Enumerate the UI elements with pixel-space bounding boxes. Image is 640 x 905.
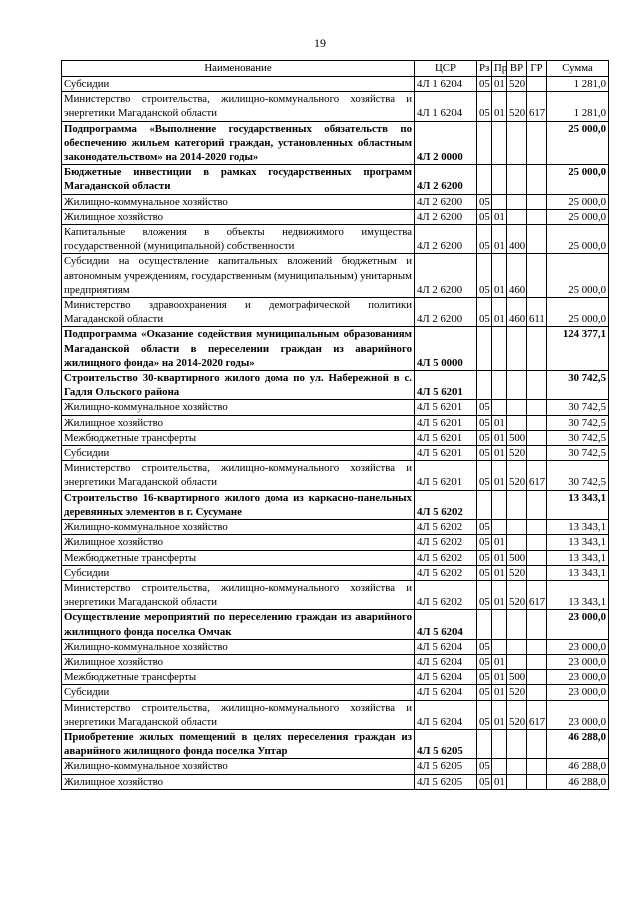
cell-pr: 01 [492,298,507,327]
cell-sum: 46 288,0 [547,759,609,774]
cell-vr [507,415,527,430]
cell-vr [507,209,527,224]
cell-csr: 4Л 5 6204 [415,700,477,729]
cell-name: Строительство 16-квартирного жилого дома из каркасно-панельных деревянных элементов в г. Сусумане [62,490,415,519]
table-row [62,430,609,445]
cell-sum: 13 343,1 [547,580,609,609]
cell-vr [507,729,527,758]
cell-vr [507,327,527,371]
cell-sum: 13 343,1 [547,490,609,519]
cell-sum: 30 742,5 [547,371,609,400]
cell-vr: 460 [507,298,527,327]
cell-vr: 520 [507,461,527,490]
cell-csr: 4Л 5 6202 [415,490,477,519]
cell-csr: 4Л 1 6204 [415,92,477,121]
cell-sum: 30 742,5 [547,415,609,430]
header-rz: Рз [477,61,492,77]
cell-pr: 01 [492,565,507,580]
cell-sum: 46 288,0 [547,774,609,789]
cell-name: Жилищно-коммунальное хозяйство [62,520,415,535]
cell-gr [527,415,547,430]
table-row [62,327,609,371]
cell-gr [527,400,547,415]
cell-vr: 520 [507,565,527,580]
cell-pr: 01 [492,430,507,445]
table-body [62,77,609,790]
page-number: 19 [314,36,326,50]
cell-csr: 4Л 5 6204 [415,654,477,669]
cell-pr [492,371,507,400]
cell-rz: 05 [477,654,492,669]
cell-csr: 4Л 1 6204 [415,77,477,92]
cell-rz: 05 [477,225,492,254]
cell-rz: 05 [477,759,492,774]
cell-csr: 4Л 2 6200 [415,194,477,209]
cell-name: Подпрограмма «Выполнение государственных обязательств по обеспечению жильем категорий граждан, установленных областным законодательством» на 2014-2020 годы» [62,121,415,165]
cell-gr: 611 [527,298,547,327]
cell-name: Жилищное хозяйство [62,535,415,550]
cell-gr [527,520,547,535]
cell-gr [527,774,547,789]
cell-pr [492,121,507,165]
cell-pr: 01 [492,415,507,430]
cell-csr: 4Л 5 6201 [415,400,477,415]
cell-sum: 1 281,0 [547,92,609,121]
cell-gr [527,639,547,654]
header-pr: Пр [492,61,507,77]
cell-pr [492,165,507,194]
table-header-row [62,61,609,77]
cell-vr [507,774,527,789]
table-row [62,700,609,729]
cell-name: Межбюджетные трансферты [62,430,415,445]
cell-gr [527,254,547,298]
cell-pr: 01 [492,700,507,729]
cell-rz [477,490,492,519]
cell-gr [527,685,547,700]
cell-sum: 25 000,0 [547,225,609,254]
cell-rz: 05 [477,774,492,789]
cell-vr [507,654,527,669]
cell-gr [527,165,547,194]
cell-name: Жилищно-коммунальное хозяйство [62,639,415,654]
cell-name: Субсидии [62,446,415,461]
cell-gr [527,610,547,639]
cell-sum: 25 000,0 [547,121,609,165]
cell-rz: 05 [477,400,492,415]
cell-pr [492,490,507,519]
cell-csr: 4Л 2 0000 [415,121,477,165]
cell-rz [477,165,492,194]
cell-sum: 25 000,0 [547,254,609,298]
cell-rz: 05 [477,298,492,327]
cell-csr: 4Л 5 0000 [415,327,477,371]
table-row [62,580,609,609]
table-row [62,400,609,415]
cell-pr: 01 [492,774,507,789]
cell-pr: 01 [492,254,507,298]
cell-vr: 400 [507,225,527,254]
table-row [62,490,609,519]
cell-csr: 4Л 5 6204 [415,610,477,639]
cell-gr [527,565,547,580]
cell-gr: 617 [527,461,547,490]
cell-name: Жилищное хозяйство [62,209,415,224]
table-row [62,565,609,580]
cell-gr [527,670,547,685]
cell-pr [492,520,507,535]
cell-pr: 01 [492,535,507,550]
cell-sum: 30 742,5 [547,400,609,415]
cell-gr [527,729,547,758]
table-row [62,225,609,254]
cell-gr [527,446,547,461]
cell-pr: 01 [492,92,507,121]
cell-sum: 46 288,0 [547,729,609,758]
cell-name: Бюджетные инвестиции в рамках государственных программ Магаданской области [62,165,415,194]
cell-csr: 4Л 5 6205 [415,759,477,774]
table-row [62,520,609,535]
cell-csr: 4Л 5 6202 [415,535,477,550]
table-row [62,639,609,654]
cell-csr: 4Л 2 6200 [415,254,477,298]
table-row [62,535,609,550]
cell-pr [492,400,507,415]
cell-rz [477,121,492,165]
cell-gr [527,490,547,519]
cell-pr [492,729,507,758]
cell-rz [477,371,492,400]
cell-gr [527,535,547,550]
cell-name: Жилищно-коммунальное хозяйство [62,759,415,774]
cell-rz: 05 [477,430,492,445]
cell-gr [527,654,547,669]
cell-name: Министерство строительства, жилищно-коммунального хозяйства и энергетики Магаданской области [62,461,415,490]
cell-gr [527,209,547,224]
table-row [62,446,609,461]
cell-rz: 05 [477,685,492,700]
cell-vr [507,121,527,165]
cell-vr: 460 [507,254,527,298]
cell-gr [527,327,547,371]
cell-csr: 4Л 5 6202 [415,580,477,609]
cell-rz: 05 [477,639,492,654]
table-row [62,77,609,92]
cell-vr: 520 [507,580,527,609]
cell-csr: 4Л 5 6202 [415,550,477,565]
cell-vr [507,610,527,639]
cell-name: Осуществление мероприятий по переселению граждан из аварийного жилищного фонда поселка Омчак [62,610,415,639]
cell-sum: 13 343,1 [547,565,609,580]
cell-rz: 05 [477,446,492,461]
cell-gr [527,77,547,92]
cell-vr [507,194,527,209]
cell-vr: 500 [507,430,527,445]
cell-vr [507,165,527,194]
table-row [62,729,609,758]
cell-name: Жилищно-коммунальное хозяйство [62,400,415,415]
cell-rz [477,327,492,371]
cell-vr [507,520,527,535]
cell-csr: 4Л 5 6204 [415,670,477,685]
table-row [62,685,609,700]
cell-name: Межбюджетные трансферты [62,670,415,685]
table-row [62,550,609,565]
table-row [62,92,609,121]
cell-csr: 4Л 5 6204 [415,685,477,700]
cell-sum: 25 000,0 [547,165,609,194]
cell-gr [527,121,547,165]
cell-rz [477,610,492,639]
table-row [62,670,609,685]
cell-vr: 520 [507,92,527,121]
table-row [62,298,609,327]
cell-name: Жилищное хозяйство [62,774,415,789]
cell-rz: 05 [477,209,492,224]
cell-gr [527,759,547,774]
cell-sum: 23 000,0 [547,639,609,654]
cell-csr: 4Л 2 6200 [415,209,477,224]
cell-gr [527,371,547,400]
cell-name: Жилищно-коммунальное хозяйство [62,194,415,209]
cell-csr: 4Л 5 6201 [415,415,477,430]
cell-name: Министерство строительства, жилищно-коммунального хозяйства и энергетики Магаданской области [62,580,415,609]
cell-rz: 05 [477,77,492,92]
cell-sum: 23 000,0 [547,670,609,685]
table-row [62,415,609,430]
cell-gr [527,225,547,254]
table-row [62,165,609,194]
cell-pr: 01 [492,77,507,92]
cell-rz: 05 [477,92,492,121]
cell-rz: 05 [477,700,492,729]
cell-rz: 05 [477,520,492,535]
cell-rz: 05 [477,580,492,609]
cell-pr [492,610,507,639]
table-row [62,254,609,298]
cell-sum: 124 377,1 [547,327,609,371]
cell-name: Субсидии [62,685,415,700]
cell-sum: 30 742,5 [547,446,609,461]
cell-rz: 05 [477,565,492,580]
cell-gr: 617 [527,700,547,729]
cell-vr [507,490,527,519]
cell-vr: 520 [507,446,527,461]
cell-rz [477,729,492,758]
table-row [62,121,609,165]
cell-csr: 4Л 5 6202 [415,520,477,535]
header-sum: Сумма [547,61,609,77]
cell-sum: 23 000,0 [547,700,609,729]
cell-pr: 01 [492,225,507,254]
cell-sum: 13 343,1 [547,550,609,565]
cell-gr: 617 [527,580,547,609]
cell-vr [507,759,527,774]
cell-rz: 05 [477,194,492,209]
cell-vr: 500 [507,670,527,685]
cell-rz: 05 [477,535,492,550]
header-csr: ЦСР [415,61,477,77]
cell-name: Жилищное хозяйство [62,654,415,669]
table-row [62,774,609,789]
header-vr: ВР [507,61,527,77]
cell-csr: 4Л 5 6201 [415,446,477,461]
cell-name: Министерство здравоохранения и демографической политики Магаданской области [62,298,415,327]
cell-rz: 05 [477,461,492,490]
cell-pr: 01 [492,580,507,609]
header-name: Наименование [62,61,415,77]
cell-csr: 4Л 2 6200 [415,298,477,327]
cell-pr: 01 [492,654,507,669]
table-row [62,461,609,490]
cell-pr: 01 [492,550,507,565]
cell-csr: 4Л 5 6201 [415,371,477,400]
table-row [62,194,609,209]
cell-name: Министерство строительства, жилищно-коммунального хозяйства и энергетики Магаданской области [62,92,415,121]
cell-vr [507,535,527,550]
cell-csr: 4Л 5 6201 [415,461,477,490]
table-row [62,371,609,400]
cell-name: Субсидии на осуществление капитальных вложений бюджетным и автономным учреждениям, государственным (муниципальным) унитарным предприятиям [62,254,415,298]
cell-pr [492,327,507,371]
cell-sum: 23 000,0 [547,654,609,669]
cell-name: Министерство строительства, жилищно-коммунального хозяйства и энергетики Магаданской области [62,700,415,729]
cell-vr [507,639,527,654]
cell-sum: 25 000,0 [547,298,609,327]
cell-name: Строительство 30-квартирного жилого дома по ул. Набережной в с. Гадля Ольского района [62,371,415,400]
cell-csr: 4Л 2 6200 [415,225,477,254]
cell-rz: 05 [477,415,492,430]
cell-csr: 4Л 5 6202 [415,565,477,580]
cell-rz: 05 [477,670,492,685]
cell-pr: 01 [492,461,507,490]
cell-pr [492,639,507,654]
cell-gr [527,194,547,209]
cell-sum: 23 000,0 [547,685,609,700]
cell-sum: 13 343,1 [547,520,609,535]
cell-name: Капитальные вложения в объекты недвижимого имущества государственной (муниципальной) собственности [62,225,415,254]
header-gr: ГР [527,61,547,77]
table-row [62,610,609,639]
cell-gr [527,550,547,565]
cell-pr: 01 [492,446,507,461]
cell-gr [527,430,547,445]
cell-pr: 01 [492,209,507,224]
cell-rz: 05 [477,550,492,565]
budget-table [61,60,609,790]
cell-name: Приобретение жилых помещений в целях переселения граждан из аварийного жилищного фонда поселка Уптар [62,729,415,758]
cell-csr: 4Л 5 6205 [415,729,477,758]
cell-sum: 13 343,1 [547,535,609,550]
table-row [62,759,609,774]
cell-pr: 01 [492,685,507,700]
table-row [62,209,609,224]
cell-vr: 520 [507,700,527,729]
cell-vr: 520 [507,685,527,700]
table-row [62,654,609,669]
cell-name: Межбюджетные трансферты [62,550,415,565]
cell-sum: 30 742,5 [547,461,609,490]
cell-vr [507,400,527,415]
cell-sum: 23 000,0 [547,610,609,639]
cell-vr: 520 [507,77,527,92]
cell-sum: 25 000,0 [547,209,609,224]
cell-pr: 01 [492,670,507,685]
cell-pr [492,759,507,774]
cell-name: Субсидии [62,565,415,580]
cell-gr: 617 [527,92,547,121]
cell-csr: 4Л 5 6204 [415,639,477,654]
cell-pr [492,194,507,209]
cell-rz: 05 [477,254,492,298]
cell-sum: 30 742,5 [547,430,609,445]
cell-sum: 25 000,0 [547,194,609,209]
cell-csr: 4Л 5 6201 [415,430,477,445]
cell-csr: 4Л 2 6200 [415,165,477,194]
cell-name: Жилищное хозяйство [62,415,415,430]
cell-vr [507,371,527,400]
cell-vr: 500 [507,550,527,565]
cell-name: Субсидии [62,77,415,92]
cell-csr: 4Л 5 6205 [415,774,477,789]
cell-name: Подпрограмма «Оказание содействия муниципальным образованиям Магаданской области в переселении граждан из аварийного жилищного фонда» на 2014-2020 годы» [62,327,415,371]
cell-sum: 1 281,0 [547,77,609,92]
